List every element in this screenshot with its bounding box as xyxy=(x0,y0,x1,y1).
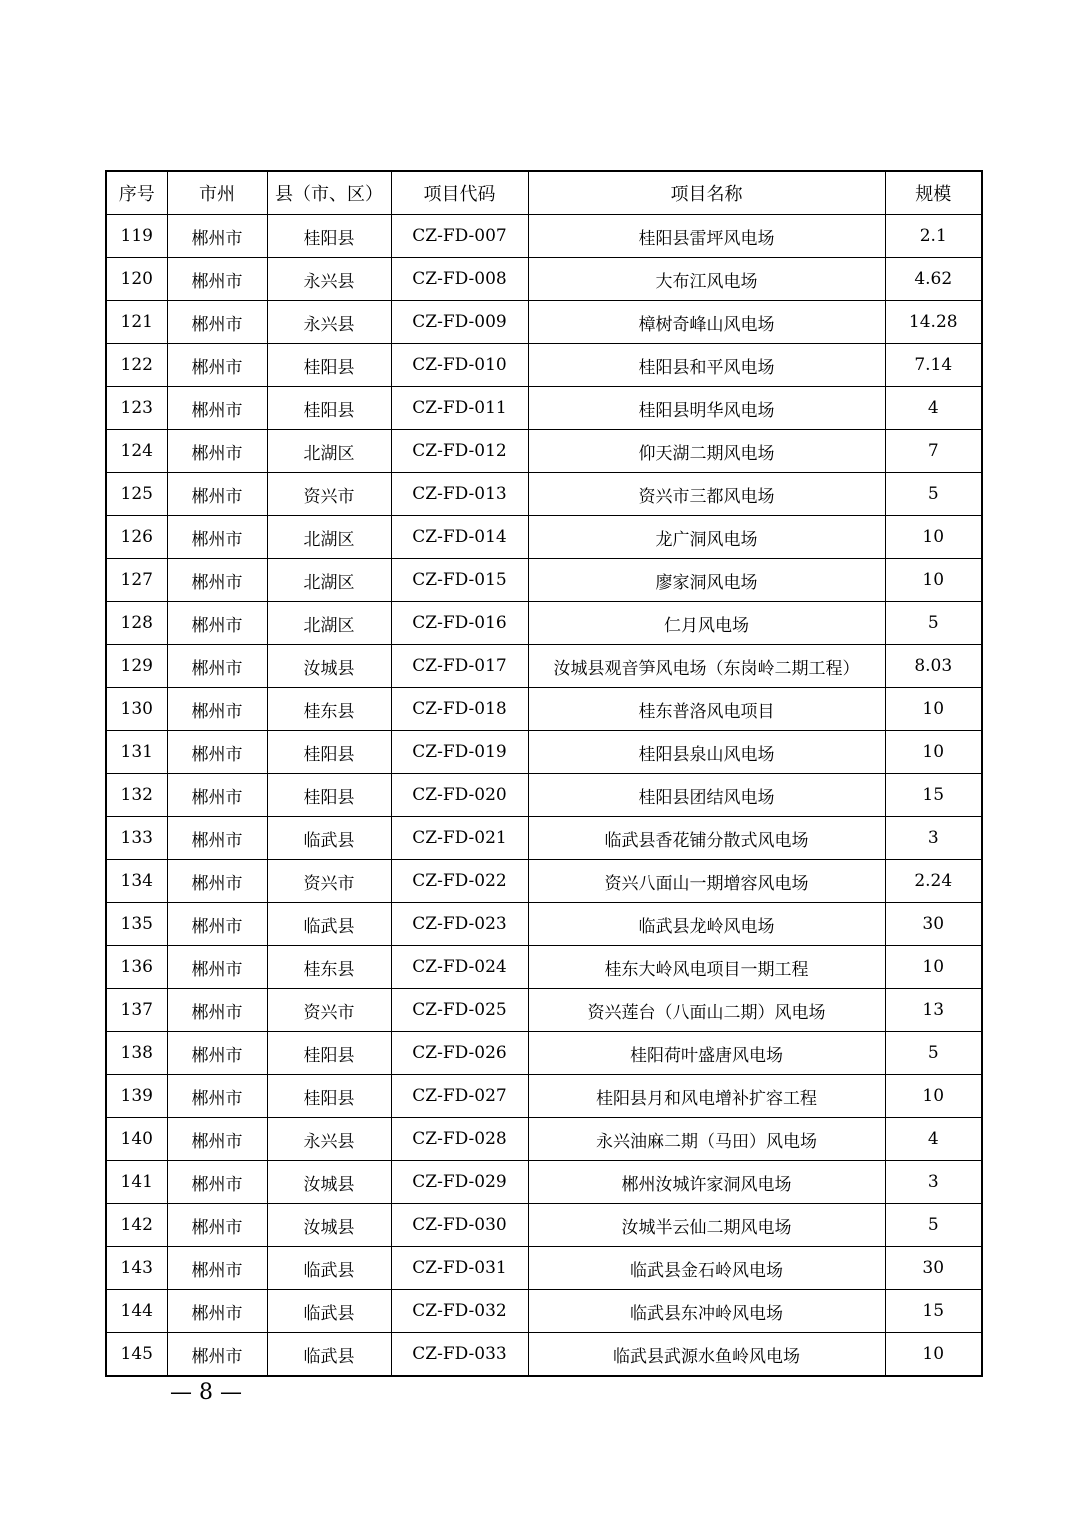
cell-scale: 5 xyxy=(885,473,982,516)
table-row xyxy=(106,1204,982,1247)
cell-scale: 8.03 xyxy=(885,645,982,688)
cell-project-code: CZ-FD-033 xyxy=(391,1333,528,1377)
cell-county: 资兴市 xyxy=(267,860,391,903)
table-row xyxy=(106,430,982,473)
cell-serial: 137 xyxy=(106,989,167,1032)
cell-serial: 143 xyxy=(106,1247,167,1290)
cell-scale: 30 xyxy=(885,903,982,946)
cell-county: 临武县 xyxy=(267,1333,391,1377)
cell-city: 郴州市 xyxy=(167,731,267,774)
cell-serial: 119 xyxy=(106,215,167,258)
cell-county: 临武县 xyxy=(267,817,391,860)
cell-county: 桂阳县 xyxy=(267,731,391,774)
cell-city: 郴州市 xyxy=(167,473,267,516)
table-row xyxy=(106,1075,982,1118)
cell-county: 桂东县 xyxy=(267,946,391,989)
cell-serial: 142 xyxy=(106,1204,167,1247)
cell-project-code: CZ-FD-017 xyxy=(391,645,528,688)
cell-scale: 10 xyxy=(885,559,982,602)
table-row xyxy=(106,215,982,258)
table-row xyxy=(106,688,982,731)
cell-scale: 2.1 xyxy=(885,215,982,258)
cell-scale: 10 xyxy=(885,731,982,774)
cell-city: 郴州市 xyxy=(167,1075,267,1118)
cell-city: 郴州市 xyxy=(167,645,267,688)
cell-project-name: 龙广洞风电场 xyxy=(528,516,885,559)
cell-serial: 136 xyxy=(106,946,167,989)
cell-serial: 126 xyxy=(106,516,167,559)
cell-project-code: CZ-FD-011 xyxy=(391,387,528,430)
cell-city: 郴州市 xyxy=(167,989,267,1032)
cell-county: 北湖区 xyxy=(267,516,391,559)
cell-serial: 120 xyxy=(106,258,167,301)
cell-county: 桂阳县 xyxy=(267,774,391,817)
cell-county: 资兴市 xyxy=(267,473,391,516)
table-row xyxy=(106,258,982,301)
page-number: — 8 — xyxy=(170,1380,242,1405)
cell-serial: 133 xyxy=(106,817,167,860)
table-row xyxy=(106,473,982,516)
table-header xyxy=(106,171,982,215)
cell-project-name: 临武县金石岭风电场 xyxy=(528,1247,885,1290)
cell-project-name: 樟树奇峰山风电场 xyxy=(528,301,885,344)
cell-serial: 123 xyxy=(106,387,167,430)
cell-county: 桂阳县 xyxy=(267,387,391,430)
cell-serial: 132 xyxy=(106,774,167,817)
cell-city: 郴州市 xyxy=(167,344,267,387)
cell-city: 郴州市 xyxy=(167,817,267,860)
cell-scale: 7.14 xyxy=(885,344,982,387)
table-row xyxy=(106,516,982,559)
header-cell-county: 县（市、区） xyxy=(267,171,391,215)
table-row xyxy=(106,817,982,860)
cell-project-name: 桂东大岭风电项目一期工程 xyxy=(528,946,885,989)
cell-project-code: CZ-FD-007 xyxy=(391,215,528,258)
cell-project-name: 大布江风电场 xyxy=(528,258,885,301)
cell-project-name: 郴州汝城许家洞风电场 xyxy=(528,1161,885,1204)
cell-city: 郴州市 xyxy=(167,774,267,817)
table-row xyxy=(106,774,982,817)
cell-county: 北湖区 xyxy=(267,559,391,602)
table-row xyxy=(106,731,982,774)
cell-project-name: 仰天湖二期风电场 xyxy=(528,430,885,473)
cell-scale: 10 xyxy=(885,946,982,989)
header-cell-city: 市州 xyxy=(167,171,267,215)
table-body xyxy=(106,215,982,1377)
cell-scale: 10 xyxy=(885,1075,982,1118)
cell-project-code: CZ-FD-012 xyxy=(391,430,528,473)
cell-city: 郴州市 xyxy=(167,1290,267,1333)
table-row xyxy=(106,344,982,387)
cell-county: 资兴市 xyxy=(267,989,391,1032)
cell-project-name: 廖家洞风电场 xyxy=(528,559,885,602)
cell-county: 北湖区 xyxy=(267,602,391,645)
cell-county: 临武县 xyxy=(267,1290,391,1333)
cell-project-code: CZ-FD-029 xyxy=(391,1161,528,1204)
cell-county: 临武县 xyxy=(267,1247,391,1290)
header-cell-project-name: 项目名称 xyxy=(528,171,885,215)
cell-serial: 134 xyxy=(106,860,167,903)
cell-city: 郴州市 xyxy=(167,860,267,903)
cell-project-name: 桂阳县雷坪风电场 xyxy=(528,215,885,258)
cell-city: 郴州市 xyxy=(167,602,267,645)
cell-county: 永兴县 xyxy=(267,258,391,301)
table-row xyxy=(106,1247,982,1290)
cell-county: 汝城县 xyxy=(267,645,391,688)
project-table xyxy=(105,170,983,1377)
cell-serial: 125 xyxy=(106,473,167,516)
cell-scale: 7 xyxy=(885,430,982,473)
cell-project-name: 桂阳县明华风电场 xyxy=(528,387,885,430)
cell-scale: 5 xyxy=(885,1032,982,1075)
cell-project-code: CZ-FD-021 xyxy=(391,817,528,860)
cell-scale: 5 xyxy=(885,1204,982,1247)
table-row xyxy=(106,301,982,344)
cell-serial: 135 xyxy=(106,903,167,946)
cell-serial: 139 xyxy=(106,1075,167,1118)
cell-city: 郴州市 xyxy=(167,903,267,946)
cell-city: 郴州市 xyxy=(167,1204,267,1247)
cell-project-code: CZ-FD-009 xyxy=(391,301,528,344)
cell-county: 汝城县 xyxy=(267,1161,391,1204)
cell-scale: 4 xyxy=(885,387,982,430)
cell-county: 桂东县 xyxy=(267,688,391,731)
cell-project-code: CZ-FD-014 xyxy=(391,516,528,559)
cell-serial: 141 xyxy=(106,1161,167,1204)
cell-project-name: 桂阳荷叶盛唐风电场 xyxy=(528,1032,885,1075)
cell-project-name: 仁月风电场 xyxy=(528,602,885,645)
cell-county: 桂阳县 xyxy=(267,215,391,258)
cell-scale: 10 xyxy=(885,516,982,559)
table-row xyxy=(106,860,982,903)
table-row xyxy=(106,1333,982,1377)
cell-county: 永兴县 xyxy=(267,1118,391,1161)
cell-scale: 4 xyxy=(885,1118,982,1161)
table-row xyxy=(106,1161,982,1204)
header-cell-scale: 规模 xyxy=(885,171,982,215)
cell-city: 郴州市 xyxy=(167,258,267,301)
cell-project-code: CZ-FD-023 xyxy=(391,903,528,946)
cell-city: 郴州市 xyxy=(167,516,267,559)
header-cell-serial: 序号 xyxy=(106,171,167,215)
cell-serial: 144 xyxy=(106,1290,167,1333)
cell-project-code: CZ-FD-030 xyxy=(391,1204,528,1247)
cell-county: 汝城县 xyxy=(267,1204,391,1247)
table-row xyxy=(106,1118,982,1161)
cell-project-code: CZ-FD-024 xyxy=(391,946,528,989)
table-row xyxy=(106,989,982,1032)
cell-project-name: 桂阳县泉山风电场 xyxy=(528,731,885,774)
cell-city: 郴州市 xyxy=(167,1161,267,1204)
cell-serial: 140 xyxy=(106,1118,167,1161)
cell-project-name: 临武县香花铺分散式风电场 xyxy=(528,817,885,860)
cell-project-name: 桂阳县团结风电场 xyxy=(528,774,885,817)
cell-project-code: CZ-FD-020 xyxy=(391,774,528,817)
cell-scale: 10 xyxy=(885,1333,982,1377)
cell-project-name: 永兴油麻二期（马田）风电场 xyxy=(528,1118,885,1161)
cell-scale: 5 xyxy=(885,602,982,645)
cell-project-code: CZ-FD-018 xyxy=(391,688,528,731)
cell-project-name: 桂东普洛风电项目 xyxy=(528,688,885,731)
cell-serial: 121 xyxy=(106,301,167,344)
cell-project-code: CZ-FD-026 xyxy=(391,1032,528,1075)
cell-project-name: 汝城半云仙二期风电场 xyxy=(528,1204,885,1247)
cell-serial: 131 xyxy=(106,731,167,774)
cell-city: 郴州市 xyxy=(167,946,267,989)
cell-project-code: CZ-FD-032 xyxy=(391,1290,528,1333)
cell-county: 桂阳县 xyxy=(267,1032,391,1075)
header-row xyxy=(106,171,982,215)
cell-project-name: 临武县东冲岭风电场 xyxy=(528,1290,885,1333)
cell-scale: 4.62 xyxy=(885,258,982,301)
table-row xyxy=(106,903,982,946)
cell-city: 郴州市 xyxy=(167,1247,267,1290)
table-row xyxy=(106,1290,982,1333)
cell-city: 郴州市 xyxy=(167,1333,267,1377)
table-row xyxy=(106,946,982,989)
cell-project-code: CZ-FD-031 xyxy=(391,1247,528,1290)
cell-project-name: 资兴市三都风电场 xyxy=(528,473,885,516)
table-row xyxy=(106,387,982,430)
cell-project-code: CZ-FD-008 xyxy=(391,258,528,301)
cell-project-code: CZ-FD-025 xyxy=(391,989,528,1032)
cell-serial: 128 xyxy=(106,602,167,645)
cell-scale: 13 xyxy=(885,989,982,1032)
cell-project-name: 资兴莲台（八面山二期）风电场 xyxy=(528,989,885,1032)
table-row xyxy=(106,602,982,645)
project-table-container xyxy=(105,170,981,1377)
cell-scale: 10 xyxy=(885,688,982,731)
cell-scale: 3 xyxy=(885,1161,982,1204)
cell-city: 郴州市 xyxy=(167,1118,267,1161)
cell-county: 北湖区 xyxy=(267,430,391,473)
cell-scale: 3 xyxy=(885,817,982,860)
cell-project-name: 桂阳县月和风电增补扩容工程 xyxy=(528,1075,885,1118)
cell-serial: 138 xyxy=(106,1032,167,1075)
cell-project-name: 资兴八面山一期增容风电场 xyxy=(528,860,885,903)
cell-city: 郴州市 xyxy=(167,215,267,258)
cell-scale: 15 xyxy=(885,774,982,817)
cell-project-name: 桂阳县和平风电场 xyxy=(528,344,885,387)
cell-serial: 124 xyxy=(106,430,167,473)
cell-city: 郴州市 xyxy=(167,1032,267,1075)
cell-project-code: CZ-FD-013 xyxy=(391,473,528,516)
cell-city: 郴州市 xyxy=(167,387,267,430)
cell-county: 临武县 xyxy=(267,903,391,946)
cell-city: 郴州市 xyxy=(167,430,267,473)
cell-scale: 2.24 xyxy=(885,860,982,903)
cell-scale: 15 xyxy=(885,1290,982,1333)
cell-project-code: CZ-FD-019 xyxy=(391,731,528,774)
cell-county: 永兴县 xyxy=(267,301,391,344)
cell-project-code: CZ-FD-027 xyxy=(391,1075,528,1118)
header-cell-project-code: 项目代码 xyxy=(391,171,528,215)
cell-project-name: 临武县龙岭风电场 xyxy=(528,903,885,946)
cell-project-code: CZ-FD-022 xyxy=(391,860,528,903)
cell-project-code: CZ-FD-015 xyxy=(391,559,528,602)
cell-serial: 122 xyxy=(106,344,167,387)
cell-scale: 30 xyxy=(885,1247,982,1290)
table-row xyxy=(106,1032,982,1075)
cell-county: 桂阳县 xyxy=(267,344,391,387)
cell-city: 郴州市 xyxy=(167,301,267,344)
cell-serial: 129 xyxy=(106,645,167,688)
table-row xyxy=(106,559,982,602)
table-row xyxy=(106,645,982,688)
cell-project-name: 汝城县观音笋风电场（东岗岭二期工程） xyxy=(528,645,885,688)
cell-project-name: 临武县武源水鱼岭风电场 xyxy=(528,1333,885,1377)
cell-city: 郴州市 xyxy=(167,688,267,731)
cell-serial: 145 xyxy=(106,1333,167,1377)
cell-scale: 14.28 xyxy=(885,301,982,344)
cell-project-code: CZ-FD-028 xyxy=(391,1118,528,1161)
cell-serial: 130 xyxy=(106,688,167,731)
cell-serial: 127 xyxy=(106,559,167,602)
cell-county: 桂阳县 xyxy=(267,1075,391,1118)
cell-city: 郴州市 xyxy=(167,559,267,602)
cell-project-code: CZ-FD-010 xyxy=(391,344,528,387)
cell-project-code: CZ-FD-016 xyxy=(391,602,528,645)
